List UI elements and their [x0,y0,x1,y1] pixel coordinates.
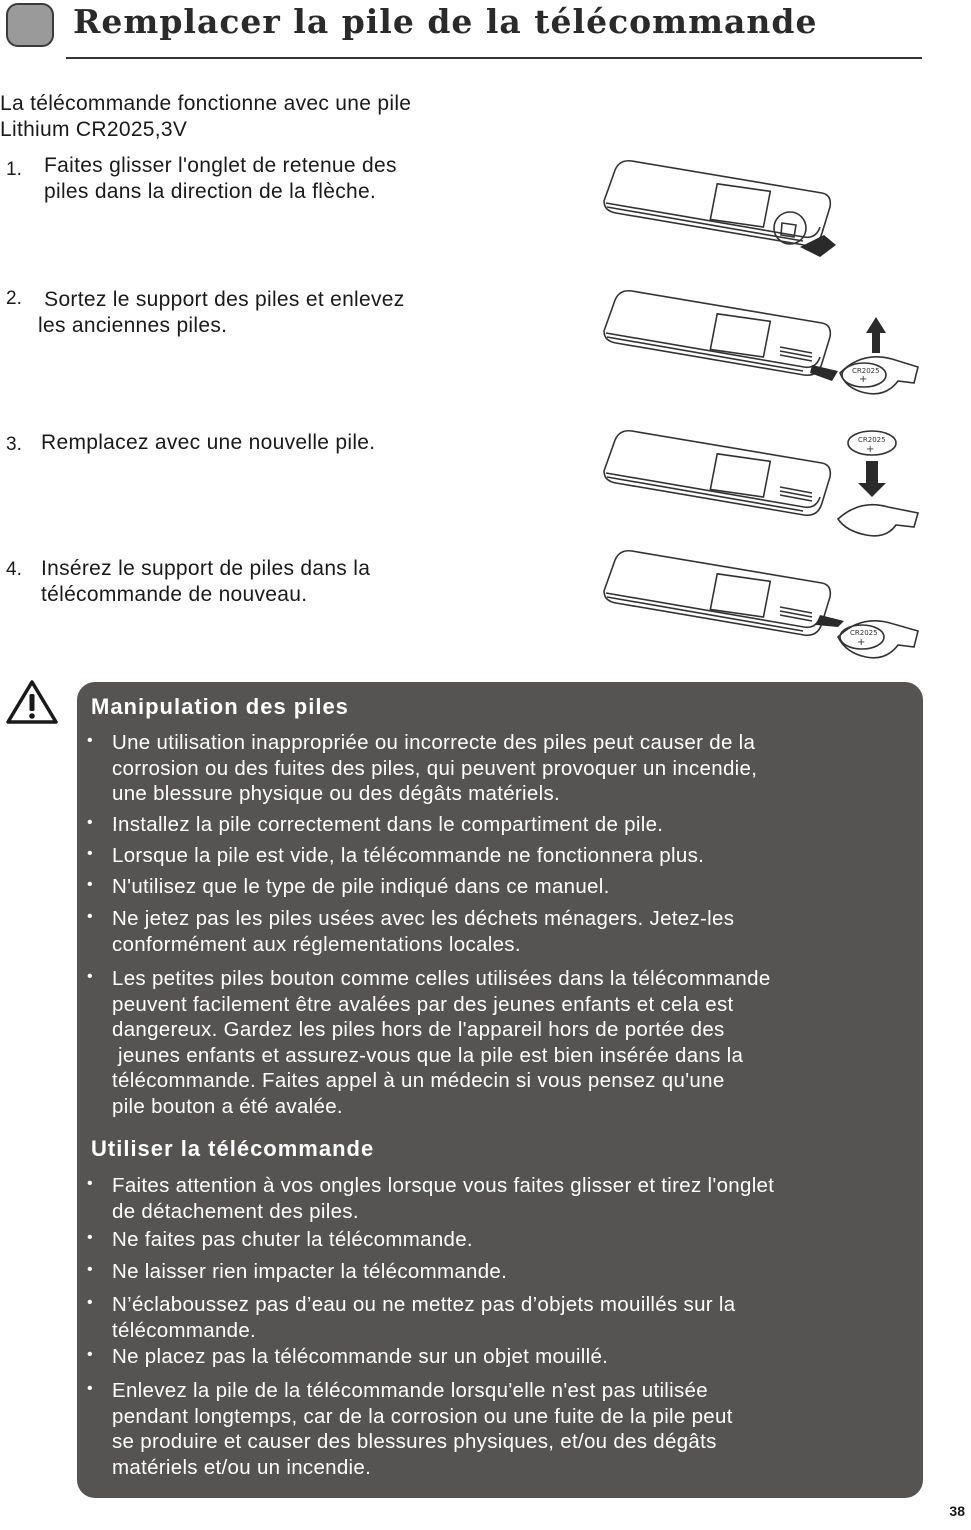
step-3-illustration [600,425,930,545]
arrow-icon [800,235,836,257]
remote-panel-icon [710,574,770,617]
step-4-illustration [600,545,930,670]
step-1-illustration [600,155,840,265]
svg-text:+: + [859,374,868,385]
remote-outline-icon [604,161,830,246]
svg-text:CR2025: CR2025 [858,436,886,444]
arrow-left-icon [816,615,844,627]
svg-text:+: + [866,444,875,455]
intro-line: La télécommande fonctionne avec une pile [0,92,412,115]
svg-text:CR2025: CR2025 [850,629,878,637]
step-3-number: 3. [6,434,22,455]
remote-usage-title: Utiliser la télécommande [91,1136,375,1161]
remote-panel-icon [710,454,770,497]
remote-outline-icon [604,551,830,636]
step-4-text [41,556,370,608]
header-badge [6,3,54,47]
step-line: télécommande de nouveau. [41,583,308,606]
step-4-number: 4. [6,559,22,580]
remote-outline-icon [604,291,830,376]
intro-line: Lithium CR2025,3V [0,118,188,141]
remote-panel-icon [710,184,770,227]
step-2-number: 2. [6,288,22,309]
step-line: Insérez le support de piles dans la [41,557,371,580]
safety-panel: Manipulation des piles • Une utilisation inappropriée ou incorrecte des piles peut causer de la corrosion ou des fuites des piles, qui peuvent provoquer un incendie, une blessure physique ou des dégâts matériels. • Installez la pile correctement dans le compartiment de pile. • Lorsque la pile est vide, la télécommande ne fonctionnera plus. • N'utilisez que le type de pile indiqué dans ce manuel. • Ne jetez pas les piles usées avec les déchets ménagers. Jetez-les conformément aux réglementations locales. • Les petites piles bouton comme celles utilisées dans la télécommande peuvent facilement être avalées par des jeunes enfants et cela est dangereux. Gardez les piles hors de l'appareil hors de portée des jeunes enfants et assurez-vous que la pile est bien insérée dans la télécommande. Faites appel à un médecin si vous pensez qu'une pile bouton a été avalée. Utiliser la télécommande • Faites attention à vos ongles lorsque vous faites glisser et tirez l'onglet de détachement des piles. • Ne faites pas chuter la télécommande. • Ne laisser rien impacter la télécommande. • N’éclaboussez pas d’eau ou ne mettez pas d’objets mouillés sur la télécommande. • Ne placez pas la télécommande sur un objet mouillé. • Enlevez la pile de la télécommande lorsqu'elle n'est pas utilisée pendant longtemps, car de la corrosion ou une fuite de la pile peut se produire et causer des blessures physiques, et/ou des dégâts matériels et/ou un incendie. [77,682,923,1498]
step-2-text [38,287,405,339]
step-1-text [44,153,397,205]
title-divider [66,57,922,59]
intro-text [0,91,411,143]
battery-handling-title: Manipulation des piles [91,694,349,719]
battery-tray-icon [838,505,918,536]
arrow-icon [810,365,838,381]
battery-tray-icon [840,357,918,394]
page-number: 38 [949,1503,965,1519]
step-line: Sortez le support des piles et enlevez [38,288,405,311]
arrow-down-icon [858,461,886,497]
warning-triangle-icon [4,678,60,726]
page-title: Remplacer la pile de la télécommande [73,2,818,41]
step-3-text [41,430,375,456]
step-line: les anciennes piles. [38,314,228,337]
step-line: Faites glisser l'onglet de retenue des [44,154,397,177]
step-line: Remplacez avec une nouvelle pile. [41,431,376,454]
svg-text:+: + [857,637,866,648]
remote-outline-icon [604,431,830,516]
step-2-illustration [600,285,930,410]
step-line: piles dans la direction de la flèche. [44,180,377,203]
remote-panel-icon [710,314,770,357]
arrow-up-icon [866,317,886,353]
battery-label: CR2025 [852,367,880,375]
step-1-number: 1. [6,159,22,180]
